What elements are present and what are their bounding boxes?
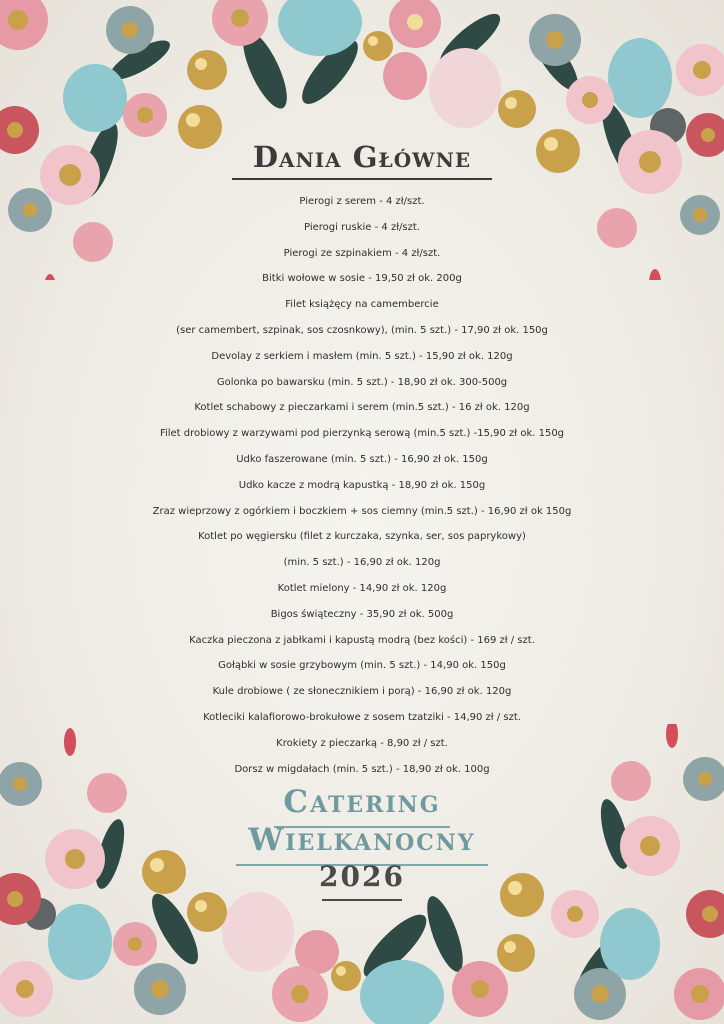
menu-item: Krokiety z pieczarką - 8,90 zł / szt. [276,737,448,749]
menu-item: Udko faszerowane (min. 5 szt.) - 16,90 zł ok. 150g [236,453,488,465]
menu-item: (ser camembert, szpinak, sos czosnkowy), (min. 5 szt.) - 17,90 zł ok. 150g [176,324,548,336]
catering-heading: Catering [283,784,441,820]
menu-item: Filet książęcy na camembercie [285,299,439,311]
menu-item: Pierogi ze szpinakiem - 4 zł/szt. [283,247,441,259]
menu-item: Kotlet schabowy z pieczarkami i serem (min.5 szt.) - 16 zł ok. 120g [194,402,530,414]
menu-item: Pierogi ruskie - 4 zł/szt. [304,221,420,233]
menu-list [0,189,724,782]
menu-item: Zraz wieprzowy z ogórkiem i boczkiem + sos ciemny (min.5 szt.) - 16,90 zł ok 150g [152,505,572,517]
menu-item: Dorsz w migdałach (min. 5 szt.) - 18,90 zł ok. 100g [234,763,490,775]
menu-item: (min. 5 szt.) - 16,90 zł ok. 120g [283,557,441,569]
catering-subheading: Wielkanocny [248,822,476,858]
menu-item: Kule drobiowe ( ze słonecznikiem i porą) - 16,90 zł ok. 120g [212,686,512,698]
menu-item: Golonka po bawarsku (min. 5 szt.) - 18,90 zł ok. 300-500g [216,376,508,388]
menu-item: Kaczka pieczona z jabłkami i kapustą modrą (bez kości) - 169 zł / szt. [189,634,535,646]
menu-item: Filet drobiowy z warzywami pod pierzynką serową (min.5 szt.) -15,90 zł ok. 150g [159,428,565,440]
menu-item: Kotleciki kalafiorowo-brokułowe z sosem tzatziki - 14,90 zł / szt. [203,711,521,723]
year-underline [322,899,402,901]
menu-item: Udko kacze z modrą kapustką - 18,90 zł ok. 150g [238,479,486,491]
catering-year: 2026 [319,860,405,893]
menu-item: Bigos świąteczny - 35,90 zł ok. 500g [270,608,454,620]
menu-item: Kotlet po węgiersku (filet z kurczaka, szynka, ser, sos paprykowy) [198,531,526,543]
menu-item: Devolay z serkiem i masłem (min. 5 szt.) - 15,90 zł ok. 120g [211,350,513,362]
menu-item: Pierogi z serem - 4 zł/szt. [299,196,425,207]
title-underline [232,178,492,180]
menu-item: Gołąbki w sosie grzybowym (min. 5 szt.) - 14,90 ok. 150g [218,660,506,672]
menu-item: Bitki wołowe w sosie - 19,50 zł ok. 200g [262,273,462,285]
section-title: Dania Główne [252,140,472,174]
menu-item: Kotlet mielony - 14,90 zł ok. 120g [277,582,447,594]
